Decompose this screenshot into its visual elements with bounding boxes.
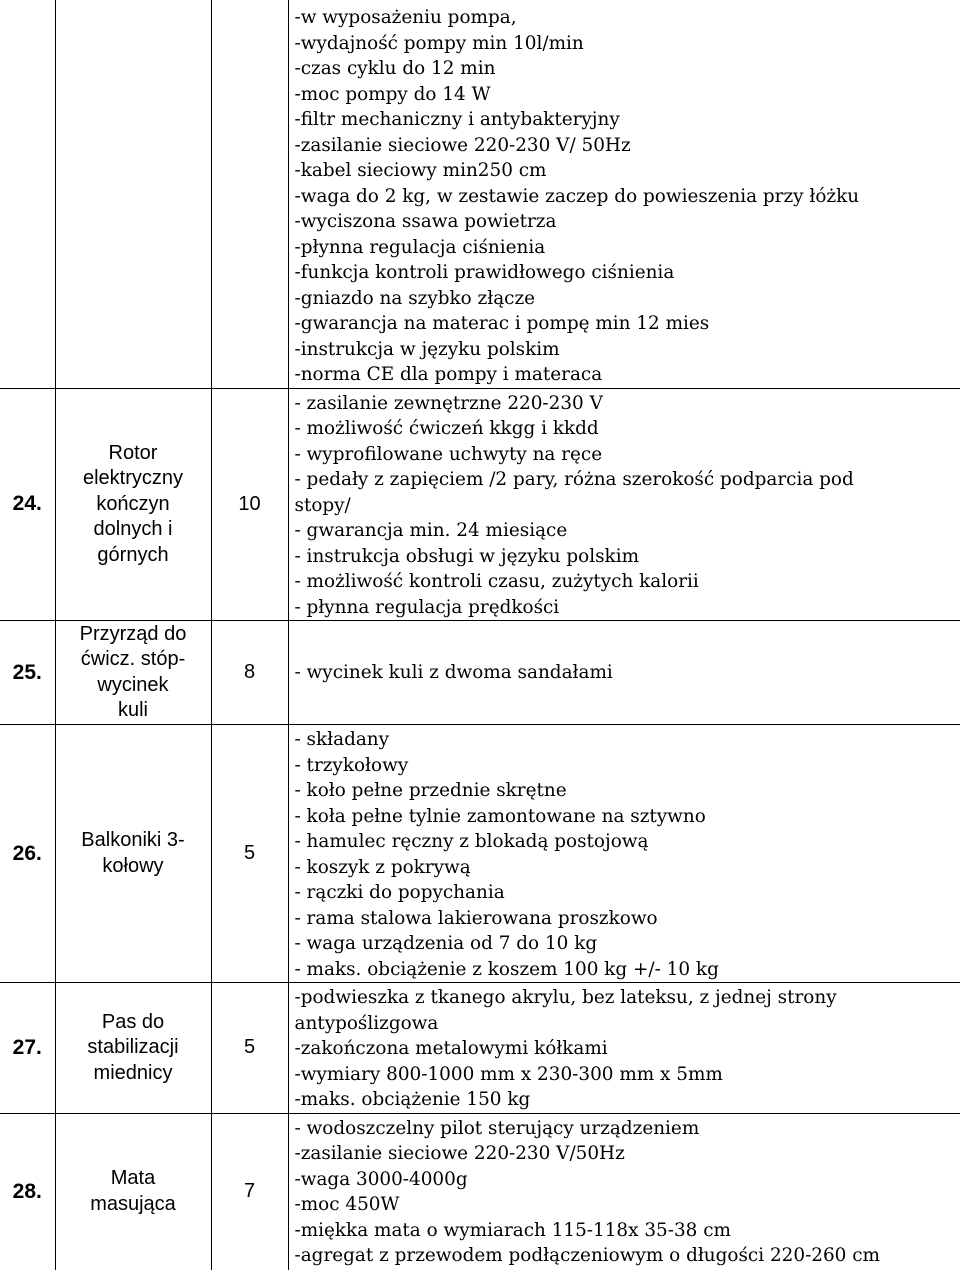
spec-line: -wymiary 800-1000 mm x 230-300 mm x 5mm bbox=[295, 1062, 960, 1088]
spec-line: - gwarancja min. 24 miesiące bbox=[295, 518, 960, 544]
spec-line: - zasilanie zewnętrzne 220-230 V bbox=[295, 391, 960, 417]
spec-cell bbox=[288, 983, 960, 1114]
spec-line: - wycinek kuli z dwoma sandałami bbox=[295, 660, 960, 686]
spec-line: - wyprofilowane uchwyty na ręce bbox=[295, 442, 960, 468]
item-name-line: Mata bbox=[56, 1166, 211, 1192]
row-number: 24. bbox=[13, 492, 42, 515]
spec-line: -gwarancja na materac i pompę min 12 mies bbox=[295, 311, 960, 337]
spec-line: -instrukcja w języku polskim bbox=[295, 337, 960, 363]
item-name-line: kuli bbox=[56, 698, 211, 724]
item-name-line: elektryczny bbox=[56, 466, 211, 492]
item-name-cell bbox=[55, 1113, 211, 1270]
spec-line: -kabel sieciowy min250 cm bbox=[295, 158, 960, 184]
spec-line: -w wyposażeniu pompa, bbox=[295, 5, 960, 31]
spec-line: - pedały z zapięciem /2 pary, różna szerokość podparcia pod bbox=[295, 467, 960, 493]
quantity: 8 bbox=[244, 661, 255, 683]
spec-line: stopy/ bbox=[295, 493, 960, 519]
item-name-cell bbox=[55, 983, 211, 1114]
row-number: 26. bbox=[13, 842, 42, 865]
item-name-line: miednicy bbox=[56, 1061, 211, 1087]
spec-cell bbox=[288, 388, 960, 621]
row-number-cell bbox=[0, 621, 55, 725]
spec-line: -norma CE dla pompy i materaca bbox=[295, 362, 960, 388]
spec-line: - koła pełne tylnie zamontowane na sztywno bbox=[295, 804, 960, 830]
spec-line: -gniazdo na szybko złącze bbox=[295, 286, 960, 312]
spec-line: - waga urządzenia od 7 do 10 kg bbox=[295, 931, 960, 957]
spec-line: - płynna regulacja prędkości bbox=[295, 595, 960, 621]
item-name-line: stabilizacji bbox=[56, 1035, 211, 1061]
item-name-cell bbox=[55, 725, 211, 983]
table-row bbox=[0, 388, 960, 621]
spec-cell bbox=[288, 1113, 960, 1270]
quantity-cell bbox=[211, 0, 288, 388]
item-name-line: kołowy bbox=[56, 854, 211, 880]
spec-line: -zakończona metalowymi kółkami bbox=[295, 1036, 960, 1062]
row-number-cell bbox=[0, 1113, 55, 1270]
table-row bbox=[0, 0, 960, 388]
item-name-line: Balkoniki 3- bbox=[56, 828, 211, 854]
spec-line: -wydajność pompy min 10l/min bbox=[295, 31, 960, 57]
spec-line: - wodoszczelny pilot sterujący urządzeniem bbox=[295, 1116, 960, 1142]
row-number-cell bbox=[0, 0, 55, 388]
table-row bbox=[0, 621, 960, 725]
item-name-line: Rotor bbox=[56, 441, 211, 467]
item-name-line: górnych bbox=[56, 543, 211, 569]
spec-line: antypoślizgowa bbox=[295, 1011, 960, 1037]
quantity-cell bbox=[211, 725, 288, 983]
spec-line: - rama stalowa lakierowana proszkowo bbox=[295, 906, 960, 932]
row-number-cell bbox=[0, 983, 55, 1114]
spec-line: -waga 3000-4000g bbox=[295, 1167, 960, 1193]
spec-line: -waga do 2 kg, w zestawie zaczep do powieszenia przy łóżku bbox=[295, 184, 960, 210]
item-name-line: masująca bbox=[56, 1192, 211, 1218]
quantity-cell bbox=[211, 388, 288, 621]
spec-line: - hamulec ręczny z blokadą postojową bbox=[295, 829, 960, 855]
quantity: 5 bbox=[244, 1036, 255, 1058]
row-number: 27. bbox=[13, 1036, 42, 1059]
spec-line: -moc pompy do 14 W bbox=[295, 82, 960, 108]
spec-line: -czas cyklu do 12 min bbox=[295, 56, 960, 82]
spec-line: -maks. obciążenie 150 kg bbox=[295, 1087, 960, 1113]
spec-line: -funkcja kontroli prawidłowego ciśnienia bbox=[295, 260, 960, 286]
spec-line: - składany bbox=[295, 727, 960, 753]
item-name-line: wycinek bbox=[56, 673, 211, 699]
spec-cell bbox=[288, 621, 960, 725]
row-number-cell bbox=[0, 388, 55, 621]
spec-line: -miękka mata o wymiarach 115-118x 35-38 cm bbox=[295, 1218, 960, 1244]
quantity: 5 bbox=[244, 842, 255, 864]
spec-line: - instrukcja obsługi w języku polskim bbox=[295, 544, 960, 570]
spec-line: - maks. obciążenie z koszem 100 kg +/- 10 kg bbox=[295, 957, 960, 983]
spec-line: -zasilanie sieciowe 220-230 V/ 50Hz bbox=[295, 133, 960, 159]
item-name-cell bbox=[55, 0, 211, 388]
spec-line: -filtr mechaniczny i antybakteryjny bbox=[295, 107, 960, 133]
item-name-cell bbox=[55, 388, 211, 621]
spec-cell bbox=[288, 725, 960, 983]
table-row bbox=[0, 983, 960, 1114]
spec-line: - trzykołowy bbox=[295, 753, 960, 779]
spec-line: -wyciszona ssawa powietrza bbox=[295, 209, 960, 235]
item-name-cell bbox=[55, 621, 211, 725]
table-row bbox=[0, 1113, 960, 1270]
spec-line: - rączki do popychania bbox=[295, 880, 960, 906]
row-number: 28. bbox=[13, 1180, 42, 1203]
item-name-line: Przyrząd do bbox=[56, 622, 211, 648]
item-name-line: kończyn bbox=[56, 492, 211, 518]
table-row bbox=[0, 725, 960, 983]
spec-line: - możliwość ćwiczeń kkgg i kkdd bbox=[295, 416, 960, 442]
quantity: 10 bbox=[238, 493, 260, 515]
row-number: 25. bbox=[13, 661, 42, 684]
item-name-line: Pas do bbox=[56, 1010, 211, 1036]
quantity: 7 bbox=[244, 1180, 255, 1202]
spec-line: -moc 450W bbox=[295, 1192, 960, 1218]
spec-line: - koszyk z pokrywą bbox=[295, 855, 960, 881]
spec-line: -płynna regulacja ciśnienia bbox=[295, 235, 960, 261]
spec-cell bbox=[288, 0, 960, 388]
spec-line: - koło pełne przednie skrętne bbox=[295, 778, 960, 804]
quantity-cell bbox=[211, 983, 288, 1114]
spec-line: -podwieszka z tkanego akrylu, bez lateksu, z jednej strony bbox=[295, 985, 960, 1011]
spec-line: -zasilanie sieciowe 220-230 V/50Hz bbox=[295, 1141, 960, 1167]
spec-line: - możliwość kontroli czasu, zużytych kalorii bbox=[295, 569, 960, 595]
quantity-cell bbox=[211, 1113, 288, 1270]
spec-line: -agregat z przewodem podłączeniowym o długości 220-260 cm bbox=[295, 1243, 960, 1269]
row-number-cell bbox=[0, 725, 55, 983]
quantity-cell bbox=[211, 621, 288, 725]
item-name-line: dolnych i bbox=[56, 517, 211, 543]
item-name-line: ćwicz. stóp- bbox=[56, 647, 211, 673]
